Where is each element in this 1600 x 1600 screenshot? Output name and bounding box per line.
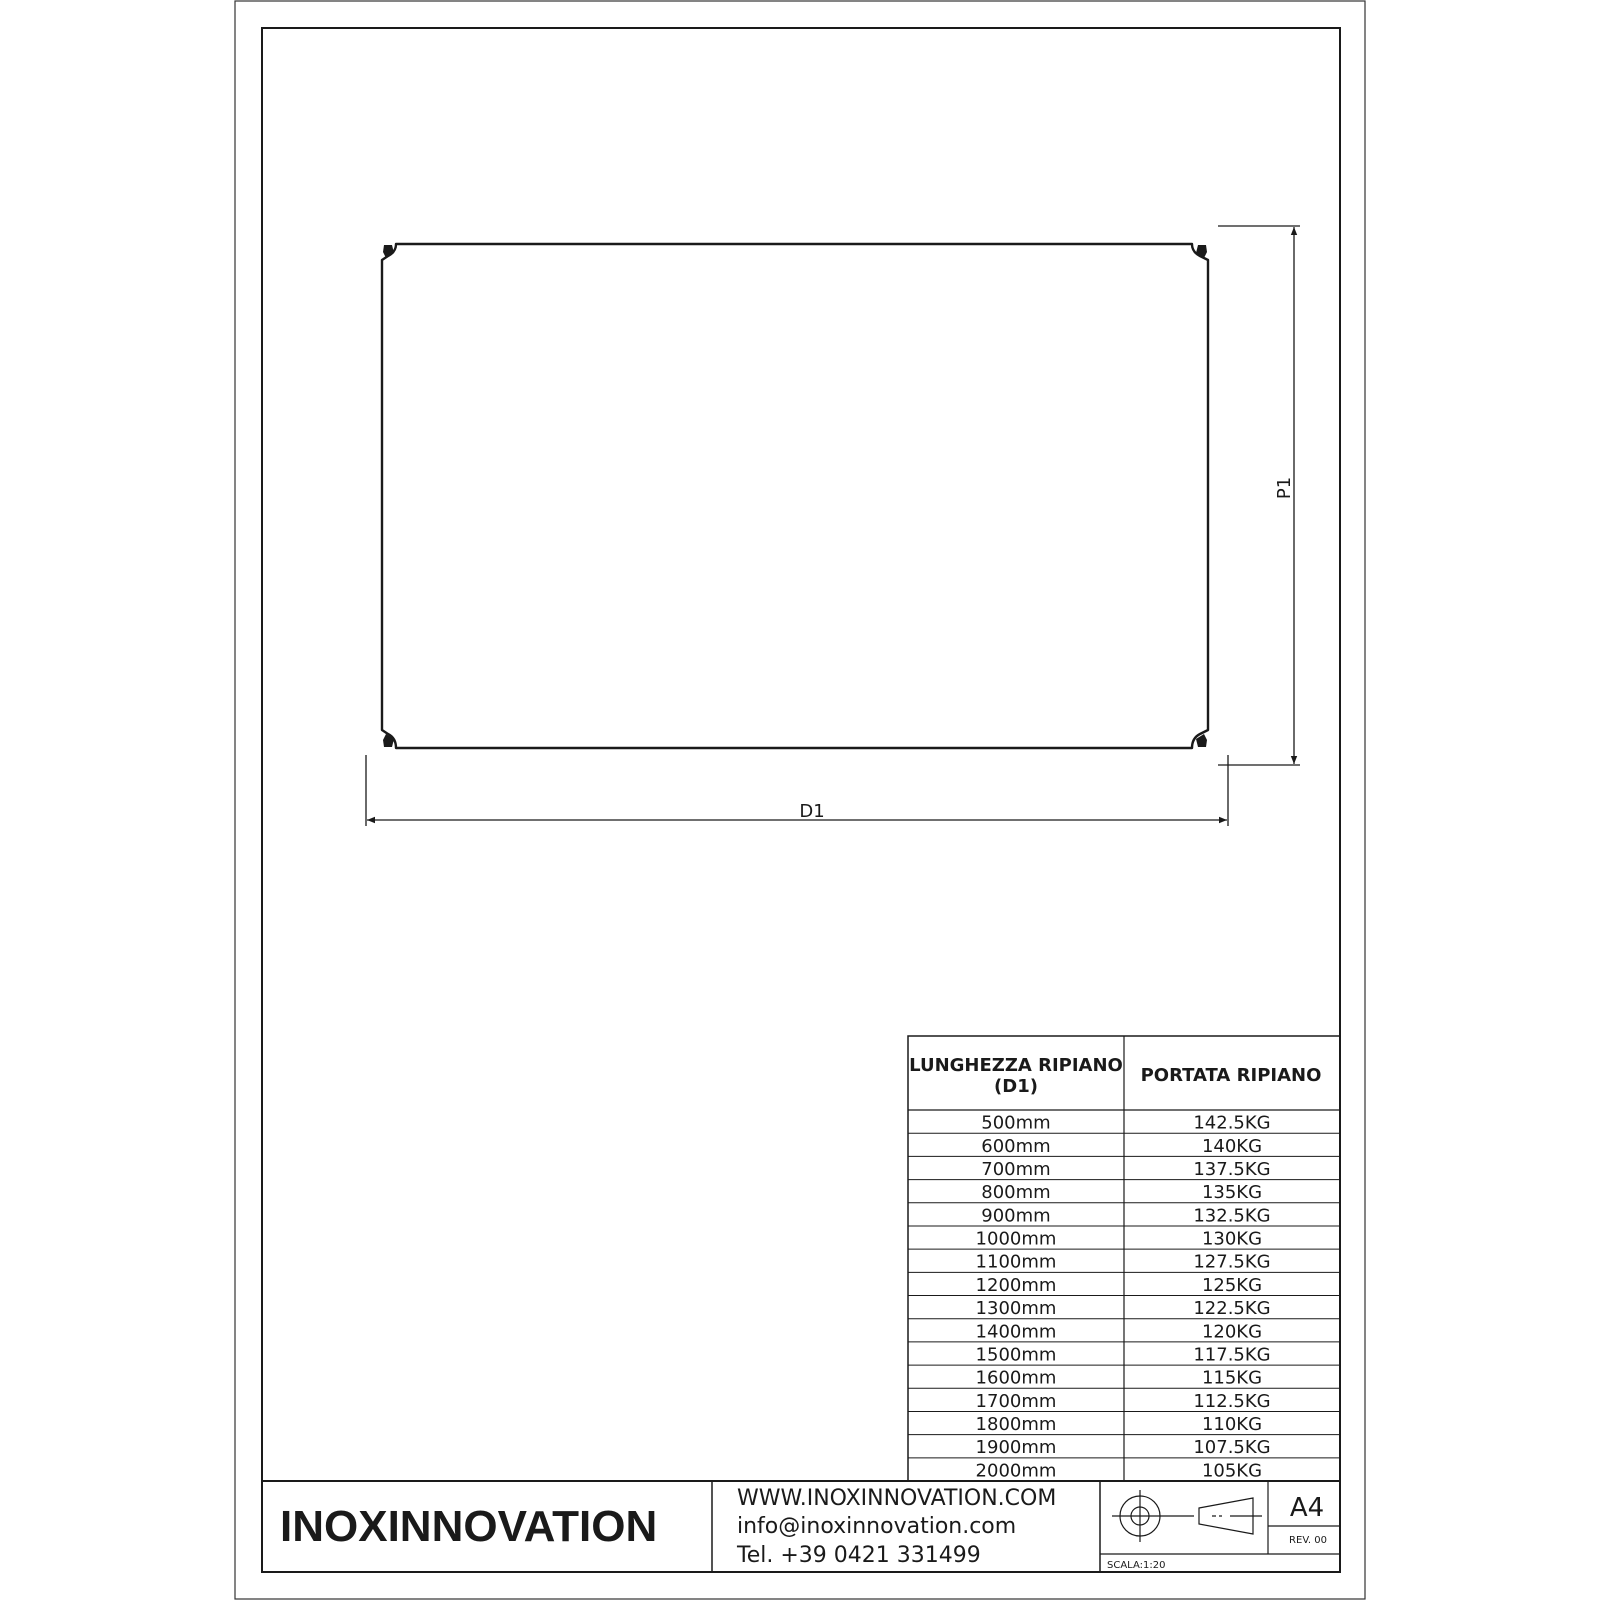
revision-label: REV. 00 [1289, 1535, 1327, 1546]
company-phone: Tel. +39 0421 331499 [737, 1543, 981, 1568]
cell-length: 500mm [981, 1112, 1051, 1134]
shelf-outline [382, 244, 1208, 748]
header-capacity: PORTATA RIPIANO [1140, 1065, 1322, 1086]
cell-capacity: 112.5KG [1193, 1390, 1271, 1412]
table-row [976, 1368, 1263, 1389]
company-name: INOXINNOVATION [280, 1502, 658, 1551]
cell-capacity: 137.5KG [1193, 1158, 1271, 1180]
cell-capacity: 110KG [1201, 1414, 1263, 1436]
table-row [976, 1229, 1263, 1250]
cell-length: 900mm [981, 1205, 1051, 1227]
table-row [976, 1437, 1271, 1458]
table-row [976, 1275, 1263, 1296]
table-row [981, 1136, 1262, 1157]
table-row [976, 1252, 1271, 1273]
company-email: info@inoxinnovation.com [737, 1514, 1017, 1539]
drawing-frame [262, 28, 1340, 1572]
cell-length: 1200mm [975, 1274, 1057, 1296]
table-row [976, 1391, 1271, 1412]
dimension-d1 [366, 755, 1228, 826]
table-row [981, 1113, 1270, 1134]
cell-length: 600mm [981, 1135, 1051, 1157]
dimension-label-d1: D1 [799, 801, 825, 822]
corner-notch-top-left [383, 245, 394, 258]
table-row [976, 1321, 1263, 1342]
company-website: WWW.INOXINNOVATION.COM [737, 1486, 1057, 1511]
scale-label: SCALA:1:20 [1107, 1560, 1166, 1571]
cell-capacity: 130KG [1201, 1228, 1263, 1250]
cell-capacity: 122.5KG [1193, 1298, 1271, 1320]
dimension-label-p1: P1 [1274, 476, 1295, 500]
cell-length: 1900mm [975, 1437, 1057, 1459]
table-row [976, 1460, 1263, 1481]
cell-length: 1000mm [975, 1228, 1057, 1250]
table-rows [976, 1113, 1271, 1482]
cell-capacity: 105KG [1201, 1460, 1263, 1482]
corner-notches [383, 245, 1207, 747]
cell-capacity: 115KG [1201, 1367, 1263, 1389]
cell-capacity: 142.5KG [1193, 1112, 1271, 1134]
cell-length: 1700mm [975, 1390, 1057, 1412]
table-row [981, 1159, 1270, 1180]
cell-capacity: 125KG [1201, 1274, 1263, 1296]
cell-capacity: 127.5KG [1193, 1251, 1271, 1273]
header-length-line2: (D1) [994, 1076, 1038, 1097]
cell-length: 1300mm [975, 1298, 1057, 1320]
cell-capacity: 120KG [1201, 1321, 1263, 1343]
capacity-table [908, 1036, 1340, 1481]
sheet-size: A4 [1289, 1493, 1325, 1523]
cell-length: 1100mm [975, 1251, 1057, 1273]
cell-capacity: 140KG [1201, 1135, 1263, 1157]
table-row [976, 1344, 1271, 1365]
cell-capacity: 132.5KG [1193, 1205, 1271, 1227]
table-row [976, 1414, 1263, 1435]
cell-length: 1500mm [975, 1344, 1057, 1366]
cell-capacity: 135KG [1201, 1182, 1263, 1204]
cell-length: 1600mm [975, 1367, 1057, 1389]
table-row [981, 1205, 1270, 1226]
cell-length: 800mm [981, 1182, 1051, 1204]
cell-capacity: 107.5KG [1193, 1437, 1271, 1459]
table-row [976, 1298, 1271, 1319]
first-angle-projection-icon [1112, 1490, 1262, 1542]
cell-length: 1400mm [975, 1321, 1057, 1343]
header-length-line1: LUNGHEZZA RIPIANO [909, 1055, 1123, 1076]
table-row [981, 1182, 1262, 1203]
cell-capacity: 117.5KG [1193, 1344, 1271, 1366]
cell-length: 2000mm [975, 1460, 1057, 1482]
cell-length: 700mm [981, 1158, 1051, 1180]
title-block [262, 1481, 1340, 1572]
cell-length: 1800mm [975, 1414, 1057, 1436]
